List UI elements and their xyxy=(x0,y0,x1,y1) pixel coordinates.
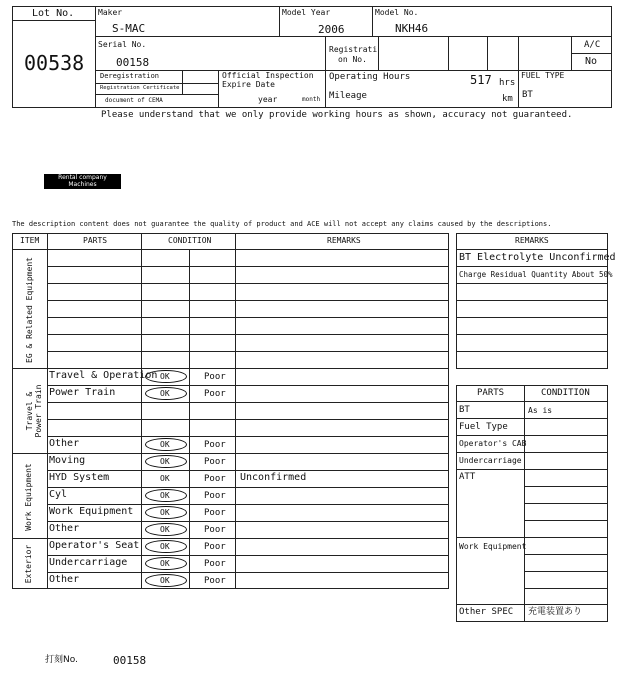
maker-value: S-MAC xyxy=(112,22,146,35)
hours-notice: Please understand that we only provide working hours as shown, accuracy not guaranteed. xyxy=(101,110,573,120)
right-remarks-line-1: BT Electrolyte Unconfirmed xyxy=(459,252,616,263)
section-work-equipment: Work Equipment xyxy=(24,463,33,531)
document-cema-label: document of CEMA xyxy=(105,97,163,104)
model-no-label: Model No. xyxy=(375,8,419,17)
operators-cab-label: Operator's CAB xyxy=(459,439,527,448)
header-item: ITEM xyxy=(20,236,40,245)
fuel-type-label: FUEL TYPE xyxy=(521,71,565,80)
poor-label: Poor xyxy=(204,389,226,399)
lot-no-value: 00538 xyxy=(24,51,85,75)
part-label: Operator's Seat xyxy=(49,540,140,551)
fuel-type-row-label: Fuel Type xyxy=(459,422,508,432)
poor-label: Poor xyxy=(204,525,226,535)
other-spec-label: Other SPEC xyxy=(459,607,514,617)
poor-label: Poor xyxy=(204,474,226,484)
ok-label: OK xyxy=(160,457,170,466)
rental-badge-line-2: Machines xyxy=(68,181,97,188)
poor-label: Poor xyxy=(204,372,226,382)
ac-value: No xyxy=(585,56,598,67)
poor-label: Poor xyxy=(204,457,226,467)
month-label: month xyxy=(302,96,321,103)
remark-text: Unconfirmed xyxy=(240,472,307,483)
bt-condition: As is xyxy=(528,406,553,415)
part-label: Other xyxy=(49,523,80,534)
part-label: Travel & Operation xyxy=(49,370,158,381)
model-year-value: 2006 xyxy=(318,23,345,36)
model-year-label: Model Year xyxy=(282,8,331,17)
ok-label: OK xyxy=(160,389,170,398)
part-label: Other xyxy=(49,438,80,449)
ac-label: A/C xyxy=(584,40,601,50)
maker-label: Maker xyxy=(98,8,123,17)
ok-label: OK xyxy=(160,559,170,568)
header-condition: CONDITION xyxy=(168,236,212,245)
stamp-no-label: 打刻No. xyxy=(45,655,78,665)
model-no-value: NKH46 xyxy=(395,22,429,35)
ok-label: OK xyxy=(160,542,170,551)
mileage-label: Mileage xyxy=(329,91,367,101)
poor-label: Poor xyxy=(204,440,226,450)
rental-badge-line-1: Rental company xyxy=(58,174,107,181)
right-condition-header: CONDITION xyxy=(541,388,590,398)
work-equipment-row-label: Work Equipment xyxy=(459,542,527,551)
ok-label: OK xyxy=(160,440,170,449)
main-table-frame xyxy=(12,233,449,589)
header-remarks: REMARKS xyxy=(327,236,361,245)
header-parts: PARTS xyxy=(83,236,108,245)
official-inspection-label-2: Expire Date xyxy=(222,80,275,89)
att-label: ATT xyxy=(459,472,476,482)
part-label: Undercarriage xyxy=(49,557,128,568)
poor-label: Poor xyxy=(204,576,226,586)
bt-label: BT xyxy=(459,405,470,415)
part-label: Cyl xyxy=(49,489,68,500)
part-label: Power Train xyxy=(49,387,116,398)
ok-label: OK xyxy=(160,474,170,483)
registration-label-2: on No. xyxy=(338,55,367,64)
section-travel-power-train xyxy=(25,371,43,451)
lot-no-label: Lot No. xyxy=(32,8,75,19)
right-parts-header: PARTS xyxy=(477,388,505,398)
undercarriage-row-label: Undercarriage xyxy=(459,456,522,465)
poor-label: Poor xyxy=(204,542,226,552)
year-label: year xyxy=(258,95,278,104)
operating-hours-label: Operating Hours xyxy=(329,72,411,82)
poor-label: Poor xyxy=(204,559,226,569)
section-eg-related-equipment: EG & Related Equipment xyxy=(25,257,34,363)
fuel-type-value: BT xyxy=(522,90,533,100)
operating-hours-value: 517 xyxy=(470,73,492,87)
ok-label: OK xyxy=(160,491,170,500)
hrs-label: hrs xyxy=(499,78,516,88)
right-remarks-header: REMARKS xyxy=(515,236,549,245)
official-inspection-label-1: Official Inspection xyxy=(222,71,314,80)
rental-company-badge xyxy=(44,174,121,189)
serial-no-label: Serial No. xyxy=(98,40,147,49)
registration-certificate-label: Registration Certificate xyxy=(100,85,180,91)
stamp-no-value: 00158 xyxy=(113,654,147,667)
poor-label: Poor xyxy=(204,491,226,501)
registration-label-1: Registrati xyxy=(329,45,378,54)
section-exterior: Exterior xyxy=(24,544,33,584)
ok-label: OK xyxy=(160,525,170,534)
disclaimer-text: The description content does not guarantee the quality of product and ACE will not accept any claims caused by the descriptions. xyxy=(12,220,552,228)
section-travel-power-train-label: Travel & Power Train xyxy=(25,384,43,438)
ok-label: OK xyxy=(160,508,170,517)
serial-no-value: 00158 xyxy=(116,56,150,69)
km-label: km xyxy=(502,94,513,104)
poor-label: Poor xyxy=(204,508,226,518)
ok-label: OK xyxy=(160,576,170,585)
deregistration-label: Deregistration xyxy=(100,72,160,80)
ok-label: OK xyxy=(160,372,170,381)
part-label: Work Equipment xyxy=(49,506,134,517)
part-label: Moving xyxy=(49,455,86,466)
other-spec-value: 充電装置あり xyxy=(528,607,583,617)
right-remarks-line-2: Charge Residual Quantity About 50% xyxy=(459,270,613,279)
part-label: HYD System xyxy=(49,472,110,483)
part-label: Other xyxy=(49,574,80,585)
